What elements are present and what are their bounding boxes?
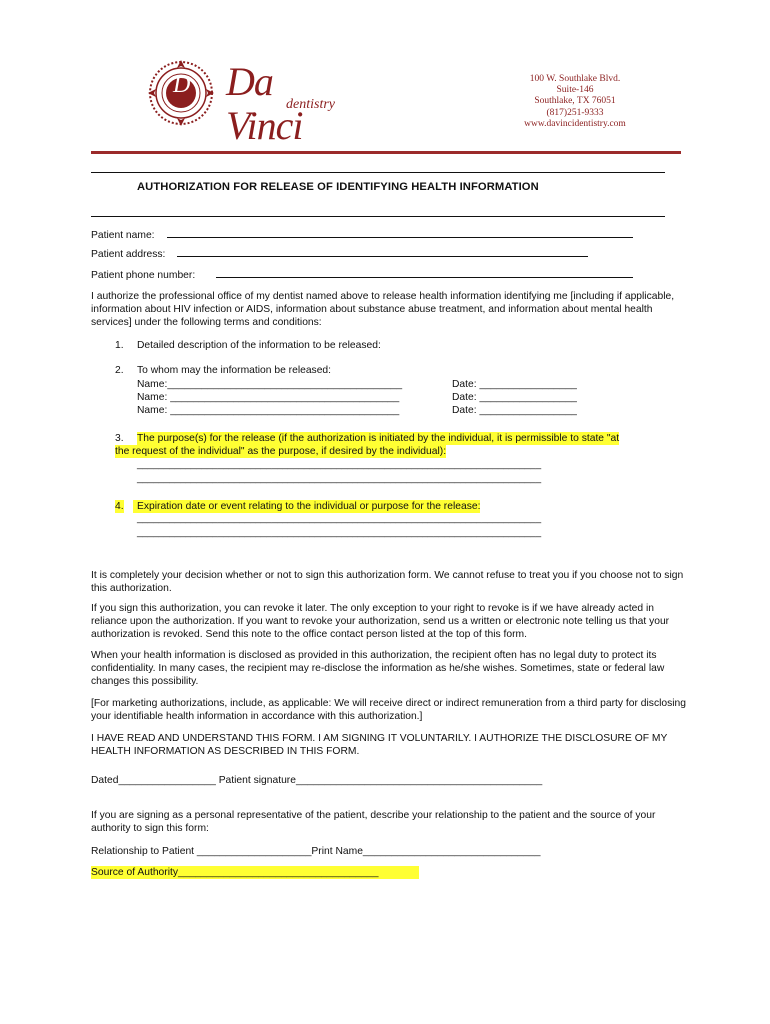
dated-signature-line[interactable]: Dated_________________ Patient signature___________________________________________	[91, 775, 543, 786]
item4-expiration-label: Expiration date or event relating to the individual or purpose for the release:	[133, 500, 480, 513]
representative-paragraph: If you are signing as a personal representative of the patient, describe your relationship to the patient and the source of your authority to sign this form:	[91, 810, 656, 834]
item1-description-label: Detailed description of the information to be released:	[137, 340, 381, 351]
authorization-intro: I authorize the professional office of my dentist named above to release health information identifying me [including if applicable, information about HIV infection or AIDS, information about substance abuse treatment, and information about mental health services] under the following terms and conditions:	[91, 291, 675, 328]
decision-paragraph: It is completely your decision whether or not to sign this authorization form. We cannot refuse to treat you if you choose not to sign this authorization.	[91, 570, 684, 594]
header-divider	[91, 172, 665, 173]
address-website: www.davincidentistry.com	[524, 118, 626, 129]
header-divider-red	[91, 151, 681, 154]
logo-monogram: D	[173, 72, 191, 98]
item2-recipient-label: To whom may the information be released:	[137, 365, 332, 376]
patient-address-label: Patient address:	[91, 249, 166, 260]
address-line: (817)251-9333	[546, 107, 604, 118]
logo-wordmark: Da Vinci	[226, 59, 303, 148]
recipient-name-field[interactable]: Name:_________________________________________	[137, 379, 403, 390]
purpose-field[interactable]: ___________________________________________________________________________	[137, 459, 542, 470]
expiration-field[interactable]: ___________________________________________________________________________	[137, 513, 542, 524]
logo-subtext: dentistry	[286, 97, 335, 112]
item-number: 3.	[115, 433, 124, 444]
disclosure-paragraph: When your health information is disclosed as provided in this authorization, the recipient often has no legal duty to protect its confidentiality. In many cases, the recipient may re-disclose the information as he/she wishes. Sometimes, state or federal law changes this possibility.	[91, 650, 665, 687]
item3-purpose-label: The purpose(s) for the release (if the authorization is initiated by the individual, it is permissible to state "at	[137, 433, 620, 444]
patient-phone-label: Patient phone number:	[91, 270, 196, 281]
patient-phone-field[interactable]	[216, 268, 633, 278]
recipient-date-field[interactable]: Date: _________________	[452, 379, 577, 390]
form-title: AUTHORIZATION FOR RELEASE OF IDENTIFYING HEALTH INFORMATION	[137, 181, 539, 193]
practice-logo	[138, 58, 358, 148]
relationship-print-name-line[interactable]: Relationship to Patient ____________________Print Name_______________________________	[91, 846, 541, 857]
recipient-date-field[interactable]: Date: _________________	[452, 405, 577, 416]
practice-address	[500, 74, 650, 130]
title-divider	[91, 216, 665, 217]
item-number: 2.	[115, 365, 124, 376]
source-of-authority-line[interactable]: Source of Authority___________________________________	[91, 866, 419, 879]
address-line: Suite-146	[556, 85, 594, 96]
revoke-paragraph: If you sign this authorization, you can revoke it later. The only exception to your right to revoke is if we have already acted in reliance upon the authorization. If you want to revoke your authorization, send us a written or electronic note telling us that your authorization is revoked. Send this note to the office contact person listed at the top of this form.	[91, 603, 670, 640]
recipient-name-field[interactable]: Name: ________________________________________	[137, 405, 400, 416]
patient-address-field[interactable]	[177, 247, 588, 257]
item3-purpose-label-cont: the request of the individual" as the purpose, if desired by the individual):	[115, 446, 447, 457]
patient-name-label: Patient name:	[91, 230, 155, 241]
recipient-name-field[interactable]: Name: ________________________________________	[137, 392, 400, 403]
acknowledgement-paragraph: I HAVE READ AND UNDERSTAND THIS FORM. I AM SIGNING IT VOLUNTARILY. I AUTHORIZE THE DISCLOSURE OF MY HEALTH INFORMATION AS DESCRIBED IN THIS FORM.	[91, 733, 668, 757]
recipient-date-field[interactable]: Date: _________________	[452, 392, 577, 403]
expiration-field[interactable]: ___________________________________________________________________________	[137, 527, 542, 538]
item-number: 4.	[115, 501, 124, 512]
item-number: 1.	[115, 340, 124, 351]
address-line: Southlake, TX 76051	[534, 96, 616, 107]
purpose-field[interactable]: ___________________________________________________________________________	[137, 473, 542, 484]
patient-name-field[interactable]	[167, 228, 633, 238]
marketing-paragraph: [For marketing authorizations, include, as applicable: We will receive direct or indirect remuneration from a third party for disclosing your identifiable health information in accordance with this authorization.]	[91, 698, 687, 722]
address-line: 100 W. Southlake Blvd.	[529, 74, 621, 84]
